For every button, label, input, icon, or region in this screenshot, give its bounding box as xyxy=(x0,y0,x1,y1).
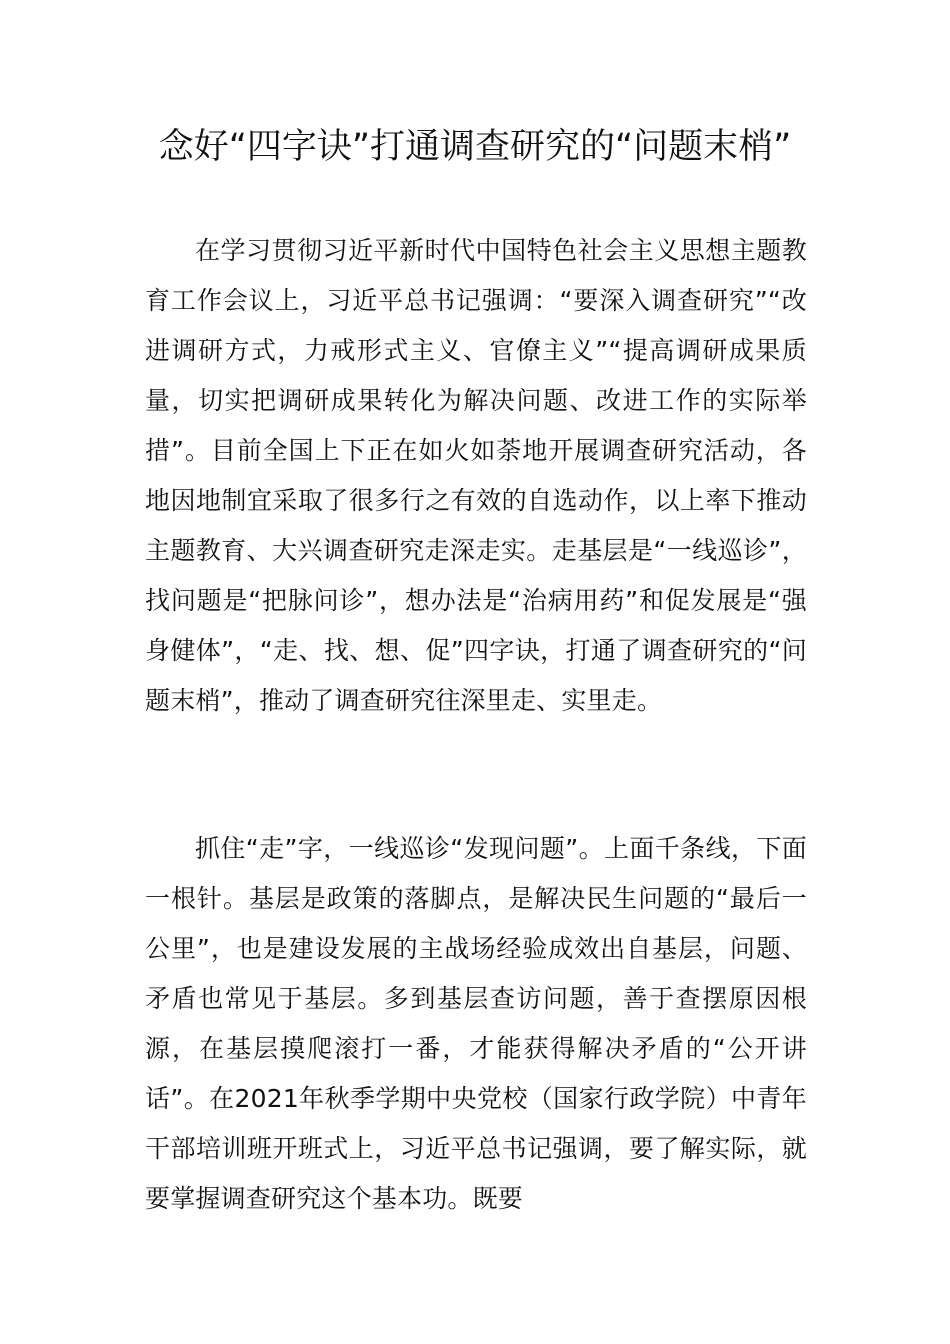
body-paragraph: 抓住“走”字，一线巡诊“发现问题”。上面千条线，下面一根针。基层是政策的落脚点，是解决民生问题的“最后一公里”，也是建设发展的主战场经验成效出自基层，问题、矛盾也常见于基层。多到基层查访问题，善于查摆原因根源，在基层摸爬滚打一番，才能获得解决矛盾的“公开讲话”。在2021年秋季学期中央党校（国家行政学院）中青年干部培训班开班式上，习近平总书记强调，要了解实际，就要掌握调查研究这个基本功。既要 xyxy=(145,834,807,1213)
document-title: 念好“四字诀”打通调查研究的“问题末梢” xyxy=(158,127,792,167)
body-paragraph: 在学习贯彻习近平新时代中国特色社会主义思想主题教育工作会议上，习近平总书记强调：“要深入调查研究”“改进调研方式，力戒形式主义、官僚主义”“提高调研成果质量，切实把调研成果转化为解决问题、改进工作的实际举措”。目前全国上下正在如火如荼地开展调查研究活动，各地因地制宜采取了很多行之有效的自选动作，以上率下推动主题教育、大兴调查研究走深走实。走基层是“一线巡诊”，找问题是“把脉问诊”，想办法是“治病用药”和促发展是“强身健体”，“走、找、想、促”四字诀，打通了调查研究的“问题末梢”，推动了调查研究往深里走、实里走。 xyxy=(145,236,807,715)
